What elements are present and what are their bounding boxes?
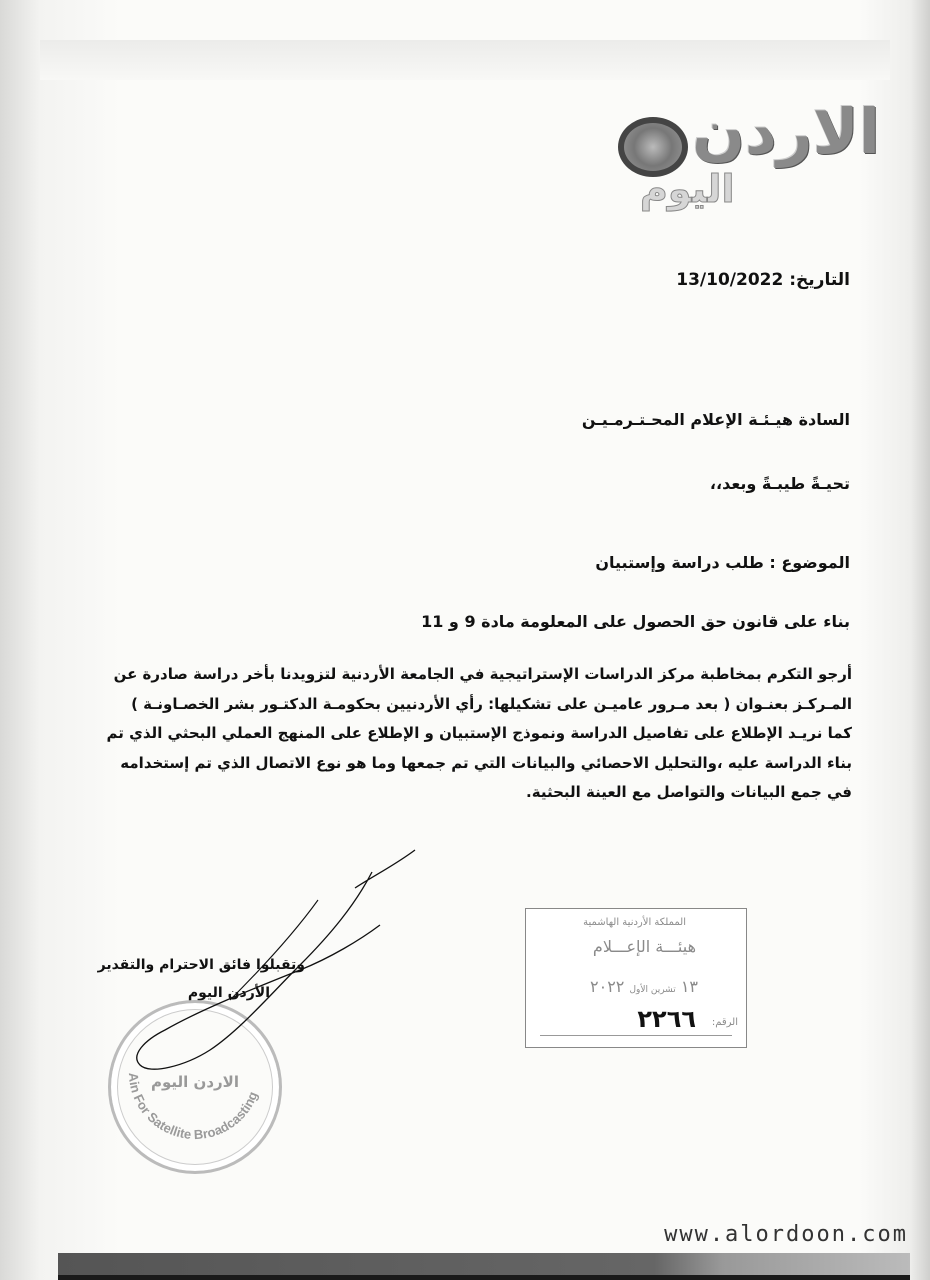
subject-line: الموضوع : طلب دراسة وإستبيان: [595, 553, 850, 572]
closing: وتقبلوا فائق الاحترام والتقدير: [97, 957, 305, 973]
stamp-number: ٢٢٦٦: [637, 1005, 696, 1033]
stamp-line1: المملكة الأردنية الهاشمية: [583, 917, 686, 928]
body-line: كما نريـد الإطلاع على تفاصيل الدراسة ونموذج الإستبيان و الإطلاع على المنهج العملي البحثي الذي تم: [106, 724, 852, 742]
greeting: تحيـةً طيبـةً وبعد،،: [709, 474, 850, 493]
body-line: أرجو التكرم بمخاطبة مركز الدراسات الإستراتيجية في الجامعة الأردنية لتزويدنا بأخر دراسة صادرة عن: [113, 665, 852, 683]
stamp-month: تشرين الأول: [629, 985, 676, 995]
stamp-year: ٢٠٢٢: [590, 977, 625, 996]
seal-english: Ain For Satellite Broadcasting: [125, 1072, 261, 1143]
addressee: السادة هيـئـة الإعلام المحـتـرمـيـن: [581, 410, 850, 429]
legal-basis: بناء على قانون حق الحصول على المعلومة مادة 9 و 11: [421, 612, 850, 631]
logo-text: الاردن: [692, 95, 880, 168]
footer-contact-strip: [58, 1275, 910, 1280]
seal-arabic: شركة عين للبث الفضائي: [103, 991, 119, 1007]
sender-name: الأردن اليوم: [187, 985, 270, 1001]
website-url: www.alordoon.com: [664, 1222, 908, 1247]
stamp-day: ١٣: [680, 977, 698, 996]
stamp-number-label: الرقم:: [711, 1017, 738, 1028]
logo-subtext: اليوم: [640, 167, 735, 211]
body-line: بناء الدراسة عليه ،والتحليل الاحصائي والبيانات التي تم جمعها وما هو نوع الاتصال الذي تم إستخدامه: [120, 753, 852, 772]
body-line: في جمع البيانات والتواصل مع العينة البحثية.: [526, 783, 852, 801]
stamp-line2: هيئـــة الإعـــلام: [592, 937, 696, 956]
date-label: التاريخ:: [789, 270, 850, 290]
date-value: 13/10/2022: [676, 270, 784, 290]
seal-center: الاردن اليوم: [151, 1073, 239, 1091]
body-line: المـركـز بعنـوان ( بعد مـرور عاميـن على تشكيلها: رأي الأردنيين بحكومـة الدكتـور بشر الخصـاونـة ): [131, 694, 852, 713]
footer-bar: [58, 1253, 910, 1275]
